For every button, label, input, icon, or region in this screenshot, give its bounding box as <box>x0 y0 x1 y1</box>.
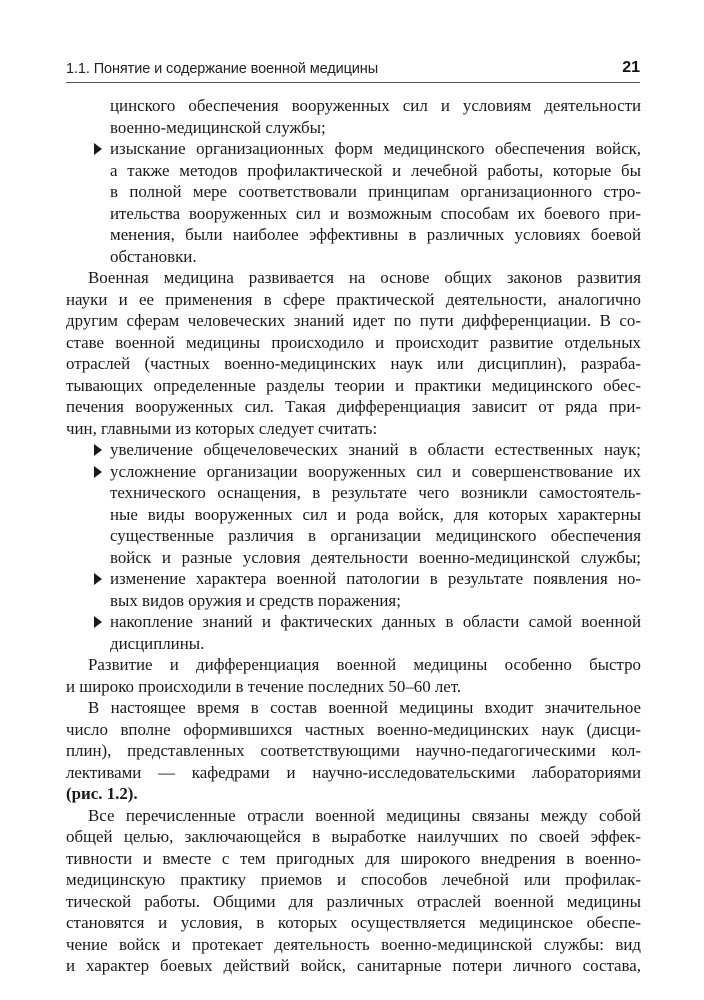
paragraph-line: плин), представленных соответствующими научно-педагогическими кол- <box>66 741 641 760</box>
text-line: существенные различия в организации медицинского обеспечения <box>110 526 641 545</box>
text-line: технического оснащения, в результате чего возникли самостоятель- <box>110 483 641 502</box>
bullet-item <box>88 461 641 483</box>
paragraph-line: лективами — кафедрами и научно-исследовательскими лабораториями <box>66 762 641 782</box>
paragraph-line: тывающих определенные разделы теории и практики медицинского обес- <box>66 375 641 395</box>
paragraph-line: печения вооруженных сил. Такая дифференциация зависит от ряда при- <box>66 397 641 416</box>
paragraph-line: отраслей (частных военно-медицинских наук или дисциплин), разраба- <box>66 354 641 373</box>
paragraph-line: становятся и условия, в которых осуществляется медицинское обеспе- <box>66 913 641 932</box>
paragraph-line: Военная медицина развивается на основе общих законов развития <box>88 268 641 287</box>
bullet-triangle-icon <box>94 444 102 456</box>
text-line: войск и разные условия деятельности военно-медицинской службы; <box>110 547 641 567</box>
text-line: ные виды вооруженных сил и рода войск, для которых характерны <box>110 504 641 524</box>
paragraph-line: число вполне оформившихся частных военно-медицинских наук (дисци- <box>66 719 641 739</box>
text-line: а также методов профилактической и лечебной работы, которые бы <box>110 160 641 180</box>
chapter-section-title: 1.1. Понятие и содержание военной медицины <box>66 61 379 77</box>
text-line: менения, были наиболее эффективны в различных условиях боевой <box>110 225 641 244</box>
bullet-triangle-icon <box>94 573 102 585</box>
paragraph-line: и характер боевых действий войск, санитарные потери личного состава, <box>66 956 641 975</box>
paragraph-line: и широко происходили в течение последних 50–60 лет. <box>66 676 462 696</box>
bullet-item <box>88 439 641 461</box>
figure-reference: (рис. 1.2). <box>66 784 138 803</box>
bullet-text: усложнение организации вооруженных сил и совершенствование их <box>110 461 641 481</box>
paragraph-line: ставе военной медицины происходило и происходит развитие отдельных <box>66 332 641 352</box>
text-line: ительства вооруженных сил и возможным способам их боевого при- <box>110 203 641 223</box>
bullet-text: изыскание организационных форм медицинского обеспечения войск, <box>110 139 641 158</box>
bullet-triangle-icon <box>94 616 102 628</box>
text-line: военно-медицинской службы; <box>110 117 326 137</box>
paragraph-line: В настоящее время в состав военной медицины входит значительное <box>88 698 641 717</box>
text-line: цинского обеспечения вооруженных сил и условиям деятельности <box>110 96 641 115</box>
paragraph-line: другим сферам человеческих знаний идет по пути дифференциации. В со- <box>66 311 641 330</box>
paragraph-line: тивности и вместе с тем пригодных для широкого внедрения в военно- <box>66 848 641 868</box>
running-header <box>66 60 640 83</box>
text-line: вых видов оружия и средств поражения; <box>110 590 401 610</box>
paragraph-line: тической работы. Общими для различных отраслей военной медицины <box>66 891 641 911</box>
paragraph-line: общей целью, заключающейся в выработке наилучших по своей эффек- <box>66 827 641 846</box>
bullet-text: накопление знаний и фактических данных в области самой военной <box>110 612 641 631</box>
text-line: обстановки. <box>110 246 197 266</box>
text-line: в полной мере соответствовали принципам организационного стро- <box>110 182 641 201</box>
page-number: 21 <box>622 59 640 76</box>
bullet-item <box>88 568 641 590</box>
paragraph-line: науки и ее применения в сфере практической деятельности, аналогично <box>66 289 641 309</box>
bullet-item <box>88 138 641 160</box>
paragraph-line: медицинскую практику приемов и способов лечебной или профилак- <box>66 870 641 889</box>
paragraph-line: чин, главными из которых следует считать: <box>66 418 378 438</box>
bullet-triangle-icon <box>94 143 102 155</box>
paragraph-line: Все перечисленные отрасли военной медицины связаны между собой <box>88 805 641 825</box>
bullet-item <box>88 611 641 633</box>
bullet-triangle-icon <box>94 466 102 478</box>
bullet-text: увеличение общечеловеческих знаний в области естественных наук; <box>110 440 641 459</box>
paragraph-line: чение войск и протекает деятельность военно-медицинской службы: вид <box>66 934 641 954</box>
bullet-text: изменение характера военной патологии в результате появления но- <box>110 569 641 588</box>
text-line: дисциплины. <box>110 633 205 653</box>
page-body <box>66 95 641 977</box>
paragraph-line: Развитие и дифференциация военной медицины особенно быстро <box>88 655 641 674</box>
